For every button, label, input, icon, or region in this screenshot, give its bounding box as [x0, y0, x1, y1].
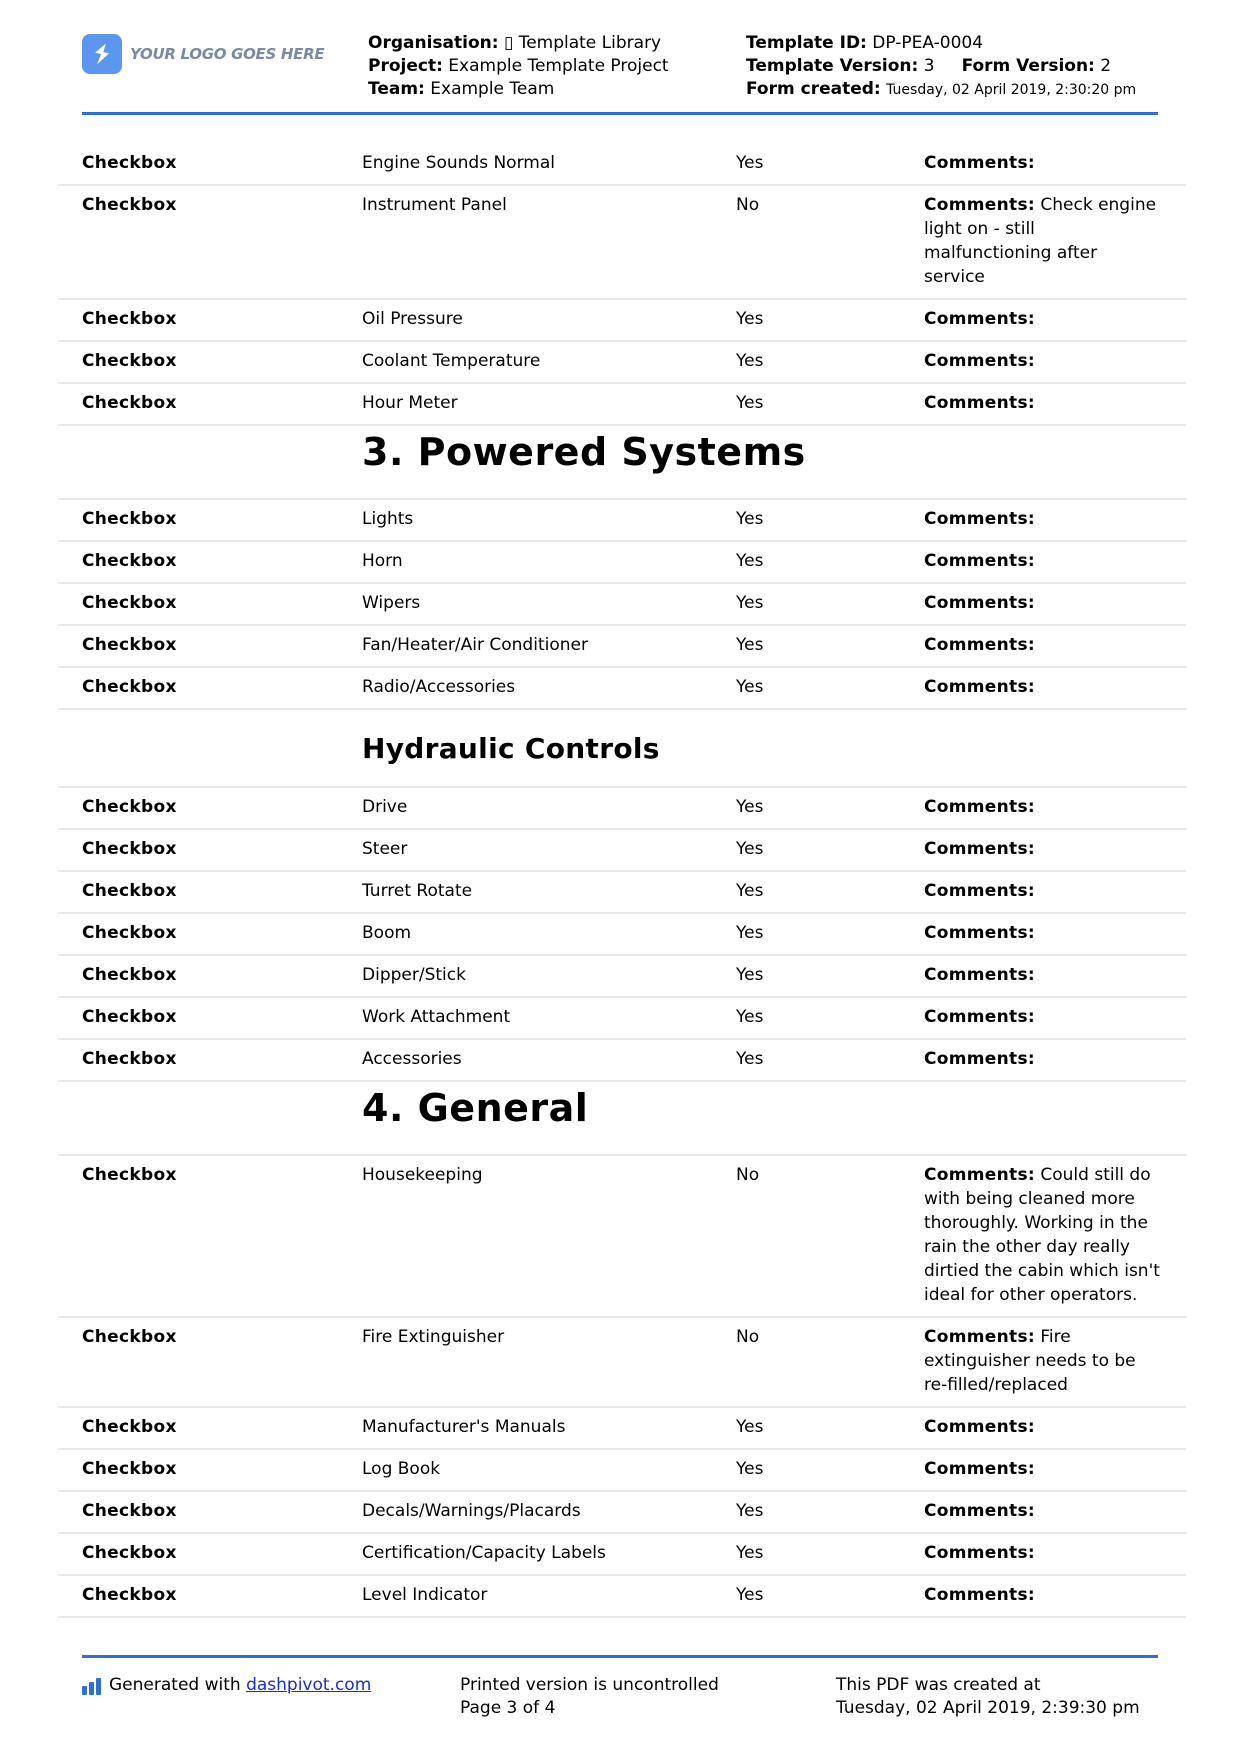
comments-label: Comments: [924, 881, 1035, 901]
row-item: Oil Pressure [362, 309, 463, 329]
uncontrolled-notice: Printed version is uncontrolled [460, 1675, 719, 1695]
row-answer: Yes [736, 923, 764, 943]
row-comments [924, 1499, 1160, 1523]
row-item: Fan/Heater/Air Conditioner [362, 635, 588, 655]
row-type: Checkbox [82, 551, 177, 571]
table-row [58, 542, 1186, 584]
row-type: Checkbox [82, 635, 177, 655]
row-item: Certification/Capacity Labels [362, 1543, 606, 1563]
row-item: Dipper/Stick [362, 965, 466, 985]
comments-label: Comments: [924, 1585, 1035, 1605]
comments-label: Comments: [924, 1007, 1035, 1027]
organisation-label: Organisation: [368, 33, 499, 53]
row-type: Checkbox [82, 195, 177, 215]
table-row [58, 1534, 1186, 1576]
row-answer: Yes [736, 1007, 764, 1027]
general-rows-group [58, 1156, 1186, 1618]
row-answer: Yes [736, 351, 764, 371]
row-comments [924, 507, 1160, 531]
comments-label: Comments: [924, 309, 1035, 329]
row-comments [924, 549, 1160, 573]
row-item: Turret Rotate [362, 881, 473, 901]
row-comments [924, 151, 1160, 175]
row-item: Work Attachment [362, 1007, 511, 1027]
row-item: Accessories [362, 1049, 462, 1069]
comments-label: Comments: [924, 1459, 1035, 1479]
comments-label: Comments: [924, 593, 1035, 613]
form-version-value: 2 [1100, 56, 1112, 76]
row-item: Engine Sounds Normal [362, 153, 555, 173]
table-row [58, 830, 1186, 872]
comments-label: Comments: [924, 797, 1035, 817]
comments-label: Comments: [924, 351, 1035, 371]
row-answer: No [736, 1165, 760, 1185]
row-comments [924, 307, 1160, 331]
table-row [58, 1492, 1186, 1534]
row-item: Fire Extinguisher [362, 1327, 505, 1347]
row-item: Coolant Temperature [362, 351, 541, 371]
comments-label: Comments: [924, 195, 1035, 215]
template-version-value: 3 [923, 56, 935, 76]
row-comments [924, 837, 1160, 861]
row-comments [924, 963, 1160, 987]
footer-created [836, 1674, 1140, 1720]
comments-label: Comments: [924, 153, 1035, 173]
table-row [58, 1408, 1186, 1450]
row-comments [924, 1457, 1160, 1481]
table-row [58, 1156, 1186, 1318]
generated-with [82, 1674, 371, 1697]
table-row [58, 300, 1186, 342]
row-answer: Yes [736, 965, 764, 985]
hydraulic-rows-group [58, 788, 1186, 1082]
comments-label: Comments: [924, 1501, 1035, 1521]
row-item: Wipers [362, 593, 421, 613]
logo-icon [82, 34, 122, 74]
template-version-label: Template Version: [746, 56, 919, 76]
table-row [58, 144, 1186, 186]
row-comments [924, 591, 1160, 615]
comments-text: Could still do with being cleaned more thoroughly. Working in the rain the other day really dirtied the cabin which isn't ideal for other operators. [924, 1165, 1160, 1305]
row-answer: Yes [736, 509, 764, 529]
company-logo [82, 34, 324, 74]
section-hydraulic-controls [58, 710, 1186, 788]
table-row [58, 1450, 1186, 1492]
row-item: Manufacturer's Manuals [362, 1417, 566, 1437]
logo-text: YOUR LOGO GOES HERE [130, 45, 325, 63]
row-answer: Yes [736, 153, 764, 173]
row-comments [924, 349, 1160, 373]
project-label: Project: [368, 56, 443, 76]
template-id-value: DP-PEA-0004 [872, 33, 984, 53]
row-answer: Yes [736, 309, 764, 329]
comments-text: Fire extinguisher needs to be re-filled/replaced [924, 1327, 1136, 1395]
project-value: Example Template Project [448, 56, 669, 76]
row-type: Checkbox [82, 1327, 177, 1347]
row-answer: Yes [736, 1417, 764, 1437]
row-item: Hour Meter [362, 393, 458, 413]
row-comments [924, 391, 1160, 415]
row-item: Radio/Accessories [362, 677, 516, 697]
row-type: Checkbox [82, 1417, 177, 1437]
row-type: Checkbox [82, 797, 177, 817]
section-powered-systems [58, 426, 1186, 500]
row-item: Steer [362, 839, 408, 859]
dashpivot-chart-icon [82, 1677, 101, 1695]
row-item: Level Indicator [362, 1585, 488, 1605]
row-answer: Yes [736, 797, 764, 817]
row-type: Checkbox [82, 1459, 177, 1479]
table-row [58, 1040, 1186, 1082]
table-row [58, 1318, 1186, 1408]
table-row [58, 998, 1186, 1040]
row-answer: Yes [736, 1049, 764, 1069]
row-type: Checkbox [82, 351, 177, 371]
comments-label: Comments: [924, 1165, 1035, 1185]
page-header [82, 24, 1158, 115]
comments-label: Comments: [924, 677, 1035, 697]
row-type: Checkbox [82, 153, 177, 173]
row-type: Checkbox [82, 1165, 177, 1185]
row-comments [924, 633, 1160, 657]
row-type: Checkbox [82, 965, 177, 985]
comments-label: Comments: [924, 1049, 1035, 1069]
row-answer: Yes [736, 1459, 764, 1479]
row-type: Checkbox [82, 839, 177, 859]
comments-label: Comments: [924, 509, 1035, 529]
table-row [58, 1576, 1186, 1618]
row-item: Drive [362, 797, 408, 817]
row-answer: Yes [736, 635, 764, 655]
header-org-block [368, 32, 669, 101]
engine-rows-group [58, 144, 1186, 426]
row-comments [924, 675, 1160, 699]
table-row [58, 872, 1186, 914]
row-answer: Yes [736, 1501, 764, 1521]
comments-text: Check engine light on - still malfunctioning after service [924, 195, 1157, 287]
pdf-created-label: This PDF was created at [836, 1675, 1041, 1695]
table-row [58, 342, 1186, 384]
row-type: Checkbox [82, 1585, 177, 1605]
row-answer: No [736, 195, 760, 215]
table-row [58, 186, 1186, 300]
row-comments [924, 1325, 1160, 1397]
row-comments [924, 921, 1160, 945]
row-type: Checkbox [82, 923, 177, 943]
table-row [58, 914, 1186, 956]
comments-label: Comments: [924, 965, 1035, 985]
comments-label: Comments: [924, 1417, 1035, 1437]
comments-label: Comments: [924, 1543, 1035, 1563]
table-row [58, 626, 1186, 668]
table-row [58, 584, 1186, 626]
row-item: Instrument Panel [362, 195, 507, 215]
comments-label: Comments: [924, 393, 1035, 413]
row-comments [924, 879, 1160, 903]
row-item: Boom [362, 923, 412, 943]
row-type: Checkbox [82, 1007, 177, 1027]
row-answer: Yes [736, 881, 764, 901]
row-answer: Yes [736, 551, 764, 571]
pdf-created-value: Tuesday, 02 April 2019, 2:39:30 pm [836, 1698, 1140, 1718]
row-type: Checkbox [82, 1543, 177, 1563]
row-comments [924, 1415, 1160, 1439]
page-number: Page 3 of 4 [460, 1698, 556, 1718]
section-title: 4. General [362, 1086, 589, 1130]
generated-text: Generated with [109, 1675, 241, 1695]
comments-label: Comments: [924, 839, 1035, 859]
form-version-label: Form Version: [961, 56, 1095, 76]
row-type: Checkbox [82, 509, 177, 529]
row-answer: Yes [736, 393, 764, 413]
comments-label: Comments: [924, 1327, 1035, 1347]
table-row [58, 668, 1186, 710]
comments-label: Comments: [924, 635, 1035, 655]
form-created-value: Tuesday, 02 April 2019, 2:30:20 pm [886, 82, 1137, 98]
row-answer: No [736, 1327, 760, 1347]
row-answer: Yes [736, 677, 764, 697]
row-item: Horn [362, 551, 403, 571]
comments-label: Comments: [924, 923, 1035, 943]
dashpivot-link[interactable]: dashpivot.com [246, 1675, 372, 1695]
row-type: Checkbox [82, 1501, 177, 1521]
section-general [58, 1082, 1186, 1156]
table-row [58, 384, 1186, 426]
footer-page-info [460, 1674, 719, 1720]
powered-systems-rows-group [58, 500, 1186, 710]
table-row [58, 788, 1186, 830]
table-row [58, 500, 1186, 542]
row-item: Decals/Warnings/Placards [362, 1501, 581, 1521]
row-answer: Yes [736, 839, 764, 859]
row-type: Checkbox [82, 677, 177, 697]
row-type: Checkbox [82, 1049, 177, 1069]
page-footer [82, 1655, 1158, 1738]
comments-label: Comments: [924, 551, 1035, 571]
row-comments [924, 1047, 1160, 1071]
row-type: Checkbox [82, 881, 177, 901]
form-created-label: Form created: [746, 79, 881, 99]
template-id-label: Template ID: [746, 33, 867, 53]
checklist-content [58, 144, 1186, 1618]
team-label: Team: [368, 79, 425, 99]
row-comments [924, 193, 1160, 289]
row-answer: Yes [736, 1543, 764, 1563]
section-title: 3. Powered Systems [362, 430, 806, 474]
row-item: Housekeeping [362, 1165, 483, 1185]
row-comments [924, 1163, 1160, 1307]
row-item: Log Book [362, 1459, 441, 1479]
row-item: Lights [362, 509, 414, 529]
table-row [58, 956, 1186, 998]
row-comments [924, 1583, 1160, 1607]
organisation-value: ▯ Template Library [503, 33, 662, 53]
row-comments [924, 795, 1160, 819]
row-answer: Yes [736, 593, 764, 613]
row-comments [924, 1005, 1160, 1029]
team-value: Example Team [430, 79, 555, 99]
row-answer: Yes [736, 1585, 764, 1605]
row-type: Checkbox [82, 593, 177, 613]
section-title: Hydraulic Controls [362, 732, 660, 765]
row-type: Checkbox [82, 309, 177, 329]
header-template-block [746, 32, 1136, 102]
row-comments [924, 1541, 1160, 1565]
row-type: Checkbox [82, 393, 177, 413]
